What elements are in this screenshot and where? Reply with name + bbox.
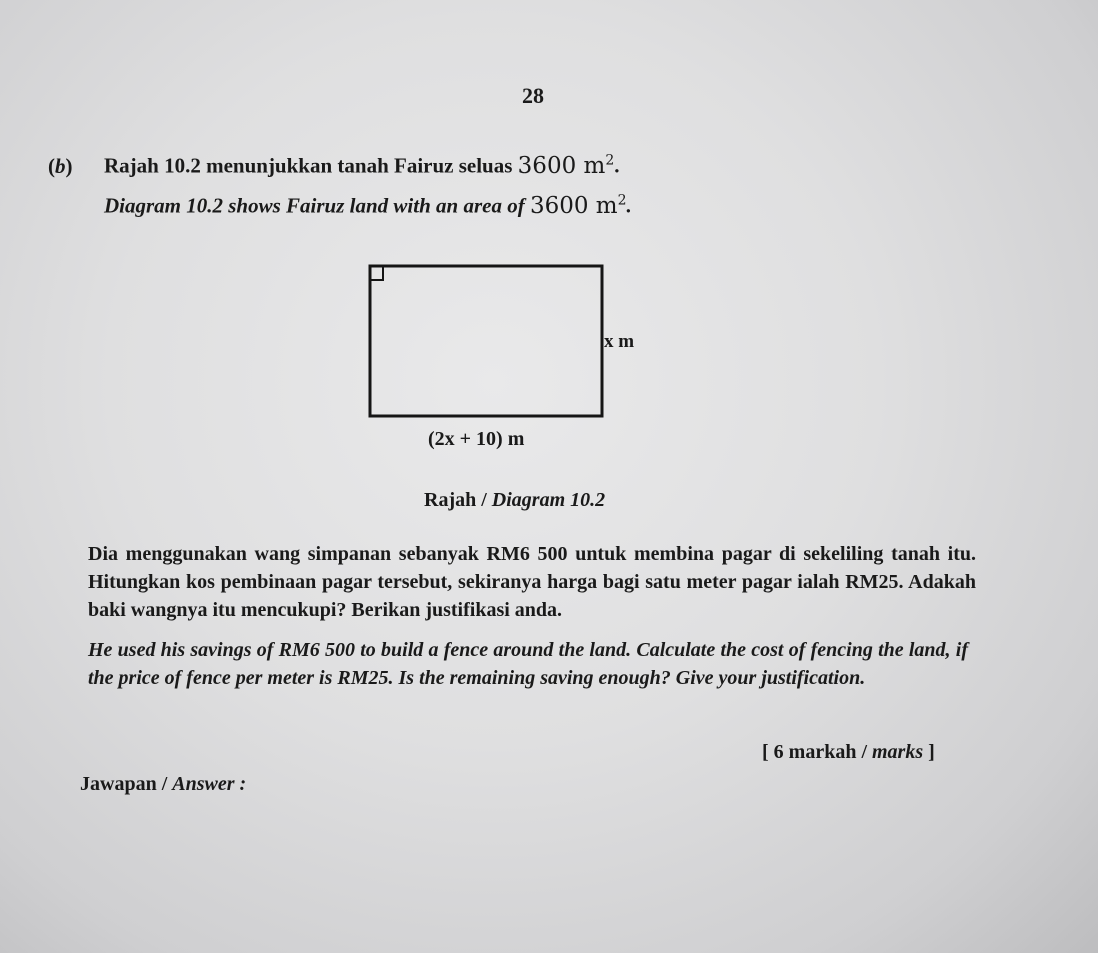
area-value <box>518 153 615 179</box>
diagram-caption <box>424 489 605 512</box>
area-value-english <box>530 193 627 219</box>
diagram-caption-ms: Rajah / <box>424 489 492 511</box>
intro-malay-text: Rajah 10.2 menunjukkan tanah Fairuz seluas <box>104 153 518 178</box>
intro-malay-period: . <box>614 153 620 178</box>
answer-label-en: Answer : <box>172 773 247 795</box>
area-exponent: 2 <box>605 152 615 168</box>
page-number: 28 <box>522 83 544 108</box>
right-angle-marker <box>371 267 383 280</box>
area-value-text: 3600 m <box>517 152 606 179</box>
land-diagram <box>366 262 610 422</box>
area-exponent-english: 2 <box>617 192 627 208</box>
intro-english-text: Diagram 10.2 shows Fairuz land with an area of <box>104 193 530 218</box>
intro-english-period: . <box>626 193 632 218</box>
bottom-length-label: (2x + 10) m <box>428 428 525 450</box>
marks-prefix: [ 6 markah / <box>762 741 872 763</box>
land-rectangle <box>370 266 602 416</box>
intro-english <box>104 192 632 219</box>
marks-allocation <box>762 741 935 764</box>
answer-label-ms: Jawapan / <box>80 773 173 795</box>
side-length-label: x m <box>604 331 635 352</box>
marks-suffix: ] <box>923 741 935 763</box>
diagram-caption-en: Diagram 10.2 <box>491 489 606 511</box>
question-paragraph-malay: Dia menggunakan wang simpanan sebanyak RM6 500 untuk membina pagar di sekeliling tanah itu. Hitungkan kos pembinaan pagar tersebut, sekiranya harga bagi satu meter pagar ialah RM25. Adakah baki wangnya itu mencukupi? Berikan justifikasi anda. <box>88 543 976 621</box>
marks-english: marks <box>872 741 924 763</box>
question-label-open: ( <box>48 154 55 178</box>
area-value-english-text: 3600 m <box>529 192 618 219</box>
answer-label <box>80 773 246 796</box>
intro-malay <box>104 152 620 179</box>
question-label <box>48 154 73 179</box>
question-label-letter: b <box>55 154 66 178</box>
question-paragraph-english: He used his savings of RM6 500 to build a fence around the land. Calculate the cost of fencing the land, if the price of fence per meter is RM25. Is the remaining saving enough? Give your justification. <box>88 639 968 689</box>
question-label-close: ) <box>65 154 73 178</box>
